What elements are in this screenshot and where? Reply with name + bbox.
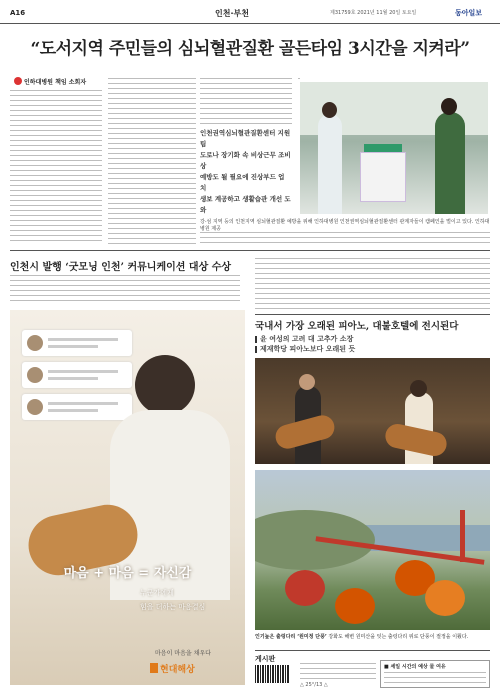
board-title: 게시판 bbox=[255, 655, 276, 663]
ad-subcopy: 힘을 더하는 마음결심 bbox=[140, 603, 206, 611]
bridge-caption: 인기높은 출렁다리 ‘원미정 단풍’ 강화도 해변 원미산을 잇는 출렁다리 위로 단풍이 절정을 이뤘다. bbox=[255, 634, 469, 640]
info-box-title: ■ 세일 시간의 예상 물 여유 bbox=[384, 664, 446, 670]
main-headline: “도서지역 주민들의 심뇌혈관질환 골든타임 3시간을 지켜라” bbox=[30, 39, 470, 59]
pull-quote-line: 인천권역심뇌혈관질환센터 지원팀 bbox=[200, 129, 291, 148]
brand-logo-icon bbox=[150, 663, 158, 673]
masthead bbox=[0, 0, 500, 24]
piano-article-photo bbox=[255, 358, 490, 464]
page-number: A16 bbox=[10, 9, 26, 17]
campaign-photo bbox=[300, 82, 488, 214]
insurance-advertisement bbox=[10, 310, 245, 685]
newspaper-brand: 동아일보 bbox=[455, 9, 483, 17]
ad-subcopy: 누군가에게 bbox=[140, 589, 174, 597]
section3-headline: 국내서 가장 오래된 피아노, 대불호텔에 전시된다 bbox=[255, 321, 459, 332]
ad-copy: 마음 + 마음 = 자신감 bbox=[63, 566, 192, 581]
issue-date: 제31759호 2021년 11월 20일 토요일 bbox=[330, 10, 417, 16]
pull-quote-line: 예방도 될 필요에 진상부드 업 치 bbox=[200, 173, 285, 192]
section3-subhead: 윤 여성의 고려 대 고추가 소장 제재학당 피아노보다 오래된 듯 bbox=[255, 334, 405, 354]
pull-quote-line: 생보 계공하고 생활습관 개선 도와 bbox=[200, 195, 291, 214]
section-divider bbox=[10, 250, 490, 251]
section2-side-body bbox=[255, 258, 490, 312]
article-column-2 bbox=[108, 78, 196, 245]
article-column-3-top bbox=[200, 78, 292, 124]
suspension-bridge-photo bbox=[255, 470, 490, 630]
interview-label: 인하대병원 책임 소회자 bbox=[24, 79, 87, 86]
pull-quote-line: 도로나 장기화 속 비상근무 조비상 bbox=[200, 151, 291, 170]
ad-tagline: 마음이 마음을 채우다 bbox=[155, 650, 211, 657]
section-divider bbox=[255, 650, 490, 651]
weather-info: △ 25°/13 △ bbox=[300, 682, 328, 688]
section2-body bbox=[10, 275, 240, 305]
article-column-1 bbox=[10, 90, 102, 245]
ad-brand: 현대해상 bbox=[160, 665, 195, 675]
info-box-body bbox=[384, 672, 486, 686]
section2-headline: 인천시 발행 ‘굿모닝 인천’ 커뮤니케이션 대상 수상 bbox=[10, 262, 232, 273]
article-continuation bbox=[200, 232, 490, 246]
pull-quote bbox=[200, 128, 292, 216]
photo-caption: 강·섬 지역 등의 인천지역 심뇌혈관질환 예방을 위해 인하대병원 인천권역심뇌혈관질환센터 관계자들이 캠페인을 벌이고 있다. 인하대병원 제공 bbox=[200, 219, 490, 232]
section-divider bbox=[255, 314, 490, 315]
section-title: 인천·부천 bbox=[215, 9, 249, 18]
board-body bbox=[300, 663, 376, 679]
barcode bbox=[255, 665, 289, 683]
